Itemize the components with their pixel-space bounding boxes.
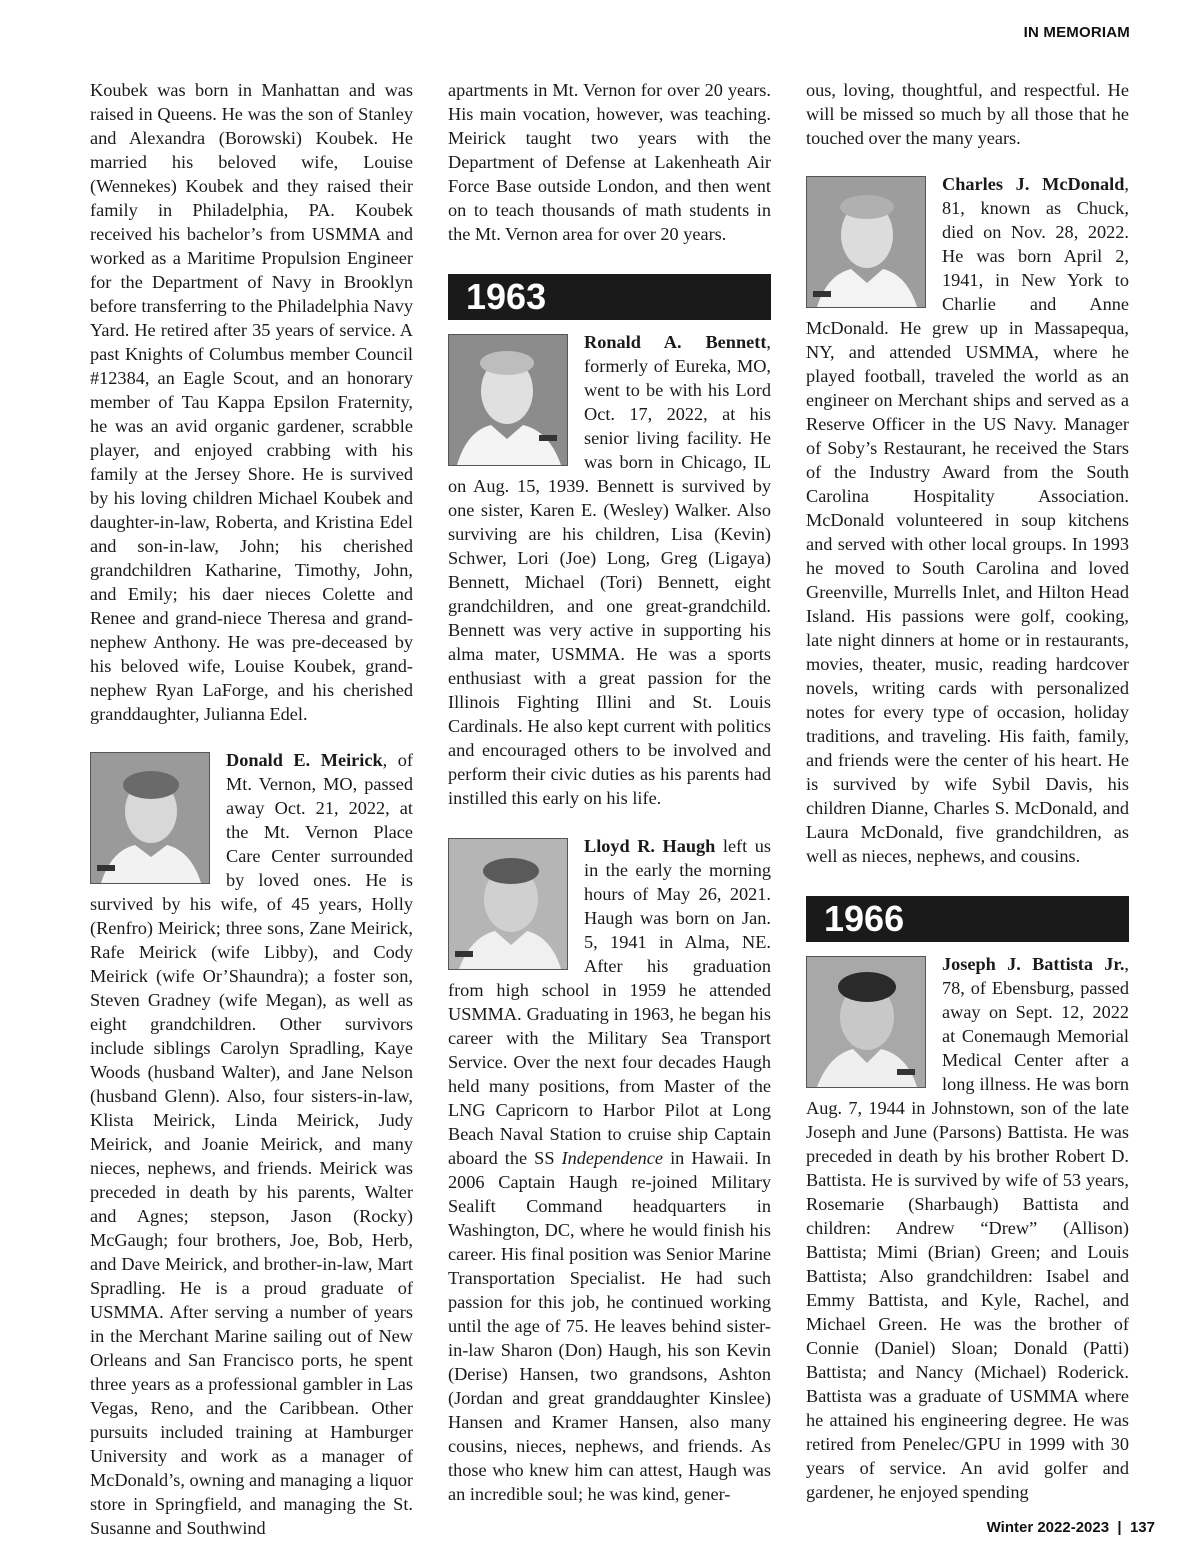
meirick-name: Donald E. Meirick: [226, 750, 383, 770]
haugh-portrait-photo: [448, 838, 568, 970]
battista-name: Joseph J. Battista Jr.: [942, 954, 1125, 974]
haugh-name: Lloyd R. Haugh: [584, 836, 716, 856]
mcdonald-portrait-photo: [806, 176, 926, 308]
bennett-text: , formerly of Eureka, MO, went to be with his Lord Oct. 17, 2022, at his senior living facility. He was born in Chicago, IL on Aug. 15, 1939. Bennett is survived by one sister, Karen E. (Wesley) Walker. Also surviving are his children, Lisa (Kevin) Schwer, Lori (Joe) Long, Greg (Ligaya) Bennett, Michael (Tori) Bennett, eight grandchildren, and one great-grandchild. Bennett was very active in supporting his alma mater, USMMA. He was a sports enthusiast with a great passion for the Illinois Fighting Illini and St. Louis Cardinals. He also kept current with politics and encouraged others to be involved and perform their civic duties as his parents had instilled this early on his life.: [448, 332, 771, 808]
bennett-portrait-photo: [448, 334, 568, 466]
section-header: IN MEMORIAM: [1023, 24, 1130, 41]
year-heading-1966: 1966: [806, 896, 1129, 942]
column-2: [448, 78, 771, 1506]
meirick-text: , of Mt. Vernon, MO, passed away Oct. 21, 2022, at the Mt. Vernon Place Care Center surrounded by loved ones. He is survived by his wife, of 45 years, Holly (Renfro) Meirick; three sons, Zane Meirick, Rafe Meirick (wife Libby), and Cody Meirick (wife Or’Shaundra); a foster son, Steven Gradney (wife Megan), as well as eight grandchildren. Other survivors include siblings Carolyn Spradling, Kaye Woods (husband Walter), and Jane Nelson (husband Glenn). Also, four sisters-in-law, Klista Meirick, Linda Meirick, Judy Meirick, and Joanie Meirick, and many nieces, nephews, and friends. Meirick was preceded in death by his parents, Walter and Agnes; stepson, Jason (Rocky) McGaugh; four brothers, Joe, Bob, Herb, and Dave Meirick, and brother-in-law, Mart Spradling. He is a proud graduate of USMMA. After serving a number of years in the Merchant Marine sailing out of New Orleans and San Francisco ports, he spent three years as a professional gambler in Las Vegas, Reno, and the Caribbean. Other pursuits included training at Hamburger University and work as a manager of McDonald’s, owning and managing a liquor store in Springfield, and managing the St. Susanne and Southwind: [90, 750, 413, 1538]
mcdonald-text: , 81, known as Chuck, died on Nov. 28, 2022. He was born April 2, 1941, in New York to Charlie and Anne McDonald. He grew up in Massapequa, NY, and attended USMMA, where he played football, traveled the world as an engineer on Merchant ships and served as a Reserve Officer in the US Navy. Manager of Soby’s Restaurant, he received the Stars of the Industry Award from the South Carolina Hospitality Association. McDonald volunteered in soup kitchens and served with other local groups. In 1993 he moved to South Carolina and loved Greenville, Murrells Inlet, and Hilton Head Island. His passions were golf, cooking, late night dinners at home or in restaurants, movies, theater, music, reading hardcover novels, writing cards with personalized notes for every type of occasion, holiday traditions, and traveling. His faith, family, and friends were the center of his heart. He is survived by wife Sybil Davis, his children Dianne, Charles S. McDonald, and Laura McDonald, five grandchildren, as well as nieces, nephews, and cousins.: [806, 174, 1129, 866]
meirick-portrait-photo: [90, 752, 210, 884]
page-footer: [987, 1519, 1155, 1536]
issue-label: Winter 2022-2023: [986, 1519, 1110, 1536]
bennett-name: Ronald A. Bennett: [584, 332, 767, 352]
battista-portrait-photo: [806, 956, 926, 1088]
haugh-text-a: left us in the early the morning hours of May 26, 2021. Haugh was born on Jan. 5, 1941 in Alma, NE. After his graduation from high school in 1959 he attended USMMA. Graduating in 1963, he began his career with the Military Sea Transport Service. Over the next four decades Haugh held many positions, from Master of the LNG Capricorn to Harbor Pilot at Long Beach Naval Station to cruise ship Captain aboard the SS: [448, 836, 771, 1168]
column-3: [806, 78, 1129, 1504]
page-number: 137: [1129, 1519, 1155, 1536]
footer-separator: |: [1117, 1519, 1122, 1536]
battista-text: , 78, of Ebensburg, passed away on Sept. 12, 2022 at Conemaugh Memorial Medical Center after a long illness. He was born Aug. 7, 1944 in Johnstown, son of the late Joseph and June (Parsons) Battista. He was preceded in death by his brother Robert D. Battista. He is survived by wife of 53 years, Rosemarie (Sharbaugh) Battista and children: Andrew “Drew” (Allison) Battista; Mimi (Brian) Green; and Louis Battista; Also grandchildren: Isabel and Emmy Battista, and Kyle, Rachel, and Michael Green. He was the brother of Connie (Daniel) Sloan; Donald (Patti) Battista; and Nancy (Michael) Roderick. Battista was a graduate of USMMA where he attained his engineering degree. He was retired from Penelec/GPU in 1999 with 30 years of service. An avid golfer and gardener, he enjoyed spending: [806, 954, 1129, 1502]
haugh-ship-name: Independence: [561, 1148, 664, 1168]
koubek-obituary: Koubek was born in Manhattan and was raised in Queens. He was the son of Stanley and Alexandra (Borowski) Koubek. He married his beloved wife, Louise (Wennekes) Koubek and they raised their family in Philadelphia, PA. Koubek received his bachelor’s from USMMA and worked as a Maritime Propulsion Engineer for the Department of Navy in Brooklyn before transferring to the Philadelphia Navy Yard. He retired after 35 years of service. A past Knights of Columbus member Council #12384, an Eagle Scout, and an honorary member of Tau Kappa Epsilon Fraternity, he was an avid organic gardener, scrabble player, and enjoyed crabbing with his family at the Jersey Shore. He is survived by his loving children Michael Koubek and daughter-in-law, Roberta, and Kristina Edel and son-in-law, John; his cherished grandchildren Katharine, Timothy, John, and Emily; his daer nieces Colette and Renee and grand-niece Theresa and grand-nephew Anthony. He was pre-deceased by his beloved wife, Louise Koubek, grand-nephew Ryan LaForge, and his cherished granddaughter, Julianna Edel.: [90, 80, 413, 724]
mcdonald-name: Charles J. McDonald: [942, 174, 1125, 194]
meirick-continued: apartments in Mt. Vernon for over 20 years. His main vocation, however, was teaching. Meirick taught two years with the Department of Defense at Lakenheath Air Force Base outside London, and then went on to teach thousands of math students in the Mt. Vernon area for over 20 years.: [448, 80, 771, 244]
year-heading-1963: 1963: [448, 274, 771, 320]
column-1: [90, 78, 413, 1540]
haugh-continued: ous, loving, thoughtful, and respectful. He will be missed so much by all those that he touched over the many years.: [806, 80, 1129, 148]
haugh-text-b: in Hawaii. In 2006 Captain Haugh re-joined Military Sealift Command headquarters in Washington, DC, where he would finish his career. His final position was Senior Marine Transportation Specialist. He had such passion for this job, he continued working until the age of 75. He leaves behind sister-in-law Sharon (Don) Haugh, his son Kevin (Derise) Hansen, two grandsons, Ashton (Jordan and great granddaughter Kinslee) Hansen and Kramer Hansen, also many cousins, nieces, nephews, and friends. As those who knew him can attest, Haugh was an incredible soul; he was kind, gener-: [448, 1148, 771, 1504]
